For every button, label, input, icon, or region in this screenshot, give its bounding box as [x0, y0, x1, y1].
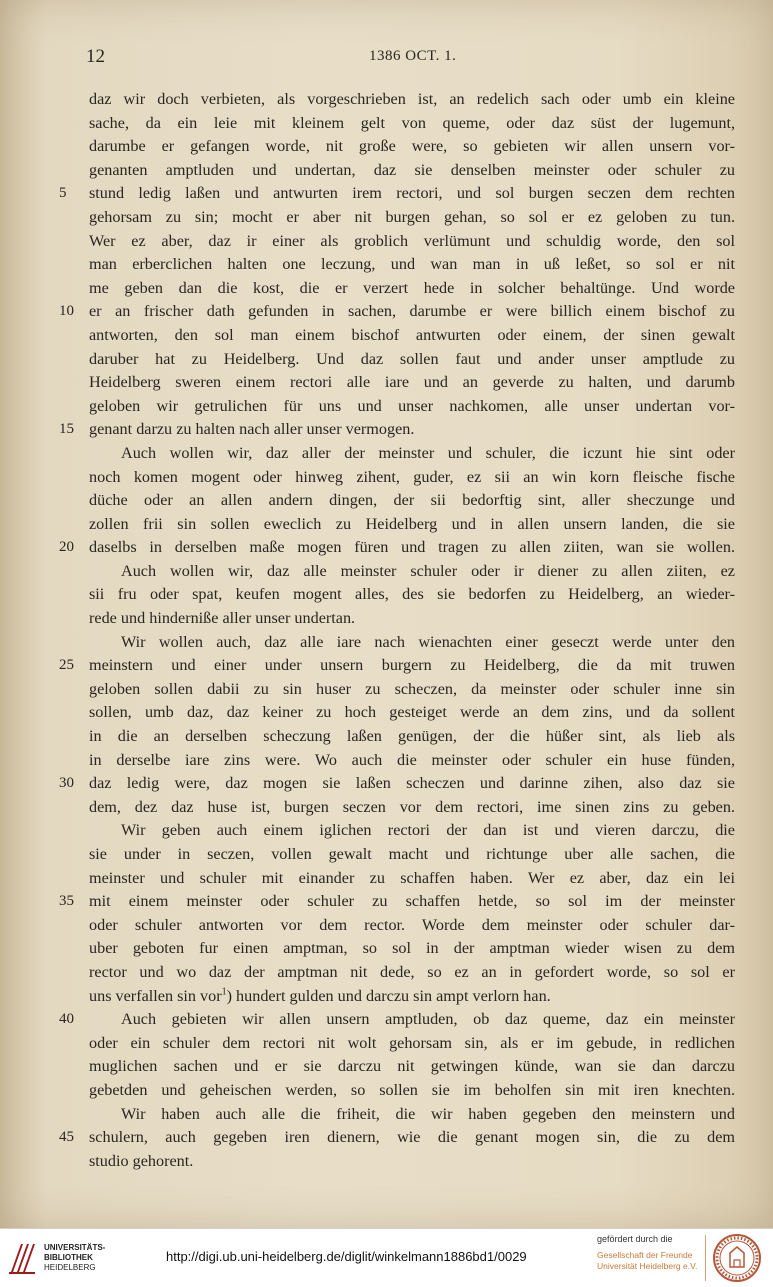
- line-text: in die an derselben scheczung laßen genügen, der die hüßer sint, als lieb als: [89, 727, 735, 746]
- text-line: [59, 182, 735, 206]
- text-line: [89, 819, 735, 843]
- line-text: geloben wir getrulichen für uns und unser nachkomen, alle unser undertan vor-: [89, 396, 735, 415]
- line-text: muglichen sachen und er sie darczu nit getwingen künde, wan sie dan darczu: [89, 1057, 735, 1076]
- text-line: [89, 914, 735, 938]
- text-line: [89, 560, 735, 584]
- page-header: [0, 46, 773, 70]
- line-text: daz ledig were, daz mogen sie laßen scheczen und darinne zihen, also daz sie: [89, 774, 735, 793]
- line-text: meinstern und einer under unsern burgern zu Heidelberg, die da mit truwen: [89, 656, 735, 675]
- line-text: me geben dan die kost, die er verzert hede in solcher behaltünge. Und worde: [89, 278, 735, 297]
- text-line: [89, 253, 735, 277]
- line-text: sii fru oder spat, keufen mogent alles, des sie bedorfen zu Heidelberg, an wieder-: [89, 585, 735, 604]
- page-number: 12: [86, 46, 105, 67]
- text-line: [89, 348, 735, 372]
- line-text: daruber hat zu Heidelberg. Und daz sollen faut und ander unser amptlude zu: [89, 349, 735, 368]
- line-text: genant darzu zu halten nach aller unser vermogen.: [89, 420, 415, 439]
- line-text: Wir wollen auch, daz alle iare nach wienachten einer geseczt werde unter den: [121, 632, 735, 651]
- line-text-tail: ) hundert gulden und darczu sin ampt verlorn han.: [226, 986, 551, 1005]
- line-text: Wir geben auch einem iglichen rectori der dan ist und vieren darczu, die: [121, 821, 735, 840]
- line-text: rector und wo daz der amptman nit dede, so ez an in gefordert worde, so sol er: [89, 962, 735, 981]
- text-line: [89, 466, 735, 490]
- text-line: [89, 442, 735, 466]
- text-line: [59, 890, 735, 914]
- text-line: [59, 418, 735, 442]
- footnote-marker: 1: [221, 986, 227, 998]
- text-line: [89, 725, 735, 749]
- text-line: [89, 513, 735, 537]
- text-line: [59, 536, 735, 560]
- line-text: dem, dez daz huse ist, burgen seczen vor dem rectori, ime sinen zins zu geben.: [89, 797, 735, 816]
- text-line: [89, 678, 735, 702]
- line-text: zollen frii sin sollen eweclich zu Heidelberg und in allen unsern landen, die sie: [89, 514, 735, 533]
- sponsor-label: gefördert durch die: [597, 1234, 673, 1244]
- text-line: [89, 489, 735, 513]
- footer-divider: [705, 1235, 706, 1281]
- viewer-footer: [0, 1228, 773, 1287]
- text-line: [89, 1079, 735, 1103]
- university-library-logo-icon[interactable]: [8, 1239, 36, 1277]
- line-number: 10: [59, 303, 74, 320]
- text-line: [89, 749, 735, 773]
- line-text: geloben sollen dabii zu sin huser zu scheczen, da meinster oder schuler inne sin: [89, 679, 735, 698]
- line-text: studio gehorent.: [89, 1151, 194, 1170]
- line-text: antworten, den sol man einem bischof antwurten oder einem, der sinen gewalt: [89, 325, 735, 344]
- line-number: 25: [59, 657, 74, 674]
- line-text: daselbs in derselben maße mogen füren und tragen zu allen ziiten, wan sie wollen.: [89, 538, 735, 557]
- text-line: [89, 583, 735, 607]
- line-text: oder schuler antworten vor dem rector. Worde dem meinster oder schuler dar-: [89, 915, 735, 934]
- text-line: [89, 112, 735, 136]
- text-line: [89, 796, 735, 820]
- line-number: 15: [59, 421, 74, 438]
- text-line: [89, 1150, 735, 1174]
- text-line: [89, 867, 735, 891]
- text-line: [89, 1055, 735, 1079]
- line-text: darumbe er gefangen worde, nit große were, so gebieten wir allen unsern vor-: [89, 137, 735, 156]
- line-text: sache, da ein leie mit kleinem gelt von queme, oder daz süst der lugemunt,: [89, 113, 735, 132]
- line-text: mit einem meinster oder schuler zu schaffen hetde, so sol im der meinster: [89, 892, 735, 911]
- line-text: in derselbe iare zins were. Wo auch die meinster oder schuler ein huse fünden,: [89, 750, 735, 769]
- line-text: uns verfallen sin vor: [89, 986, 222, 1005]
- line-text: Heidelberg sweren einem rectori alle iare und an geverde zu halten, und darumb: [89, 373, 735, 392]
- line-text: schulern, auch gegeben iren dienern, wie die genant mogen sin, die zu dem: [89, 1128, 735, 1147]
- line-text: man erberclichen halten one leczung, und wan man in uß leßet, so sol er nit: [89, 255, 735, 274]
- text-line: [59, 300, 735, 324]
- text-line: [89, 230, 735, 254]
- line-text: sollen, umb daz, daz keiner zu hoch gesteiget werde an dem zins, und da sollent: [89, 703, 735, 722]
- text-line: [89, 1032, 735, 1056]
- line-text: Auch wollen wir, daz aller der meinster und schuler, die iczunt hie sint oder: [121, 443, 735, 462]
- line-number: 20: [59, 539, 74, 556]
- line-number: 45: [59, 1129, 74, 1146]
- line-text: stund ledig laßen und antwurten irem rectori, und sol burgen seczen dem rechten: [89, 184, 735, 203]
- line-number: 40: [59, 1011, 74, 1028]
- line-number: 30: [59, 775, 74, 792]
- line-text: uber geboten fur einen amptman, so sol in der amptman wieder wisen zu dem: [89, 939, 735, 958]
- line-text: sie under in seczen, vollen gewalt macht und richtunge uber alle sachen, die: [89, 845, 735, 863]
- line-text: gebetden und geheischen werden, so sollen sie im beholfen sin mit iren knechten.: [89, 1080, 735, 1099]
- text-line: [89, 88, 735, 112]
- line-text: daz wir doch verbieten, als vorgeschrieben ist, an redelich sach oder umb ein kleine: [89, 90, 735, 108]
- line-text: rede und hinderniße aller unser undertan.: [89, 609, 356, 628]
- line-text: gehorsam zu sin; mocht er aber nit burgen gehan, so sol er ez geloben zu tun.: [89, 207, 735, 226]
- text-line: [59, 1008, 735, 1032]
- text-line: [89, 631, 735, 655]
- permalink-url[interactable]: http://digi.ub.uni-heidelberg.de/diglit/winkelmann1886bd1/0029: [166, 1249, 527, 1264]
- body-text: [59, 88, 735, 1173]
- text-line: [59, 1126, 735, 1150]
- text-line: [89, 277, 735, 301]
- line-text: er an frischer dath gefunden in sachen, darumbe er were billich einem bischof zu: [89, 302, 735, 321]
- line-text: düche oder an allen andern dingen, der sii bedorftig sint, aller sheczunge und: [89, 491, 735, 510]
- text-line: [89, 843, 735, 867]
- university-seal-icon: [712, 1233, 762, 1283]
- line-text: Wer ez aber, daz ir einer als groblich verlümunt und schuldig worde, den sol: [89, 231, 735, 250]
- line-text: Wir haben auch alle die friheit, die wir haben gegeben den meinstern und: [121, 1104, 735, 1123]
- line-text: noch komen mogent oder hinweg zihent, guder, ez sii an win korn fleische fische: [89, 467, 735, 486]
- text-line: [89, 159, 735, 183]
- text-line: [89, 371, 735, 395]
- text-line: [89, 206, 735, 230]
- line-number: 5: [59, 185, 67, 202]
- text-line: [59, 772, 735, 796]
- line-text: meinster und schuler mit einander zu schaffen haben. Wer ez aber, daz ein lei: [89, 868, 735, 887]
- text-line: [89, 324, 735, 348]
- text-line: [89, 937, 735, 961]
- line-text: oder ein schuler dem rectori nit wolt gehorsam sin, als er im gebude, in redlichen: [89, 1033, 735, 1052]
- text-line: [59, 654, 735, 678]
- line-number: 35: [59, 893, 74, 910]
- line-text: Auch wollen wir, daz alle meinster schuler oder ir diener zu allen ziiten, ez: [121, 561, 735, 580]
- sponsor-name[interactable]: Gesellschaft der Freunde Universität Heidelberg e.V.: [597, 1250, 698, 1271]
- text-line: [89, 135, 735, 159]
- running-head: 1386 OCT. 1.: [369, 48, 457, 64]
- line-text: genanten amptluden und undertan, daz sie denselben meinster oder schuler zu: [89, 160, 735, 179]
- text-line: [89, 961, 735, 985]
- text-line: [89, 1103, 735, 1127]
- text-line: [89, 701, 735, 725]
- text-line: [89, 395, 735, 419]
- text-line: [89, 607, 735, 631]
- text-line: [89, 985, 735, 1009]
- library-name[interactable]: UNIVERSITÄTS- BIBLIOTHEK HEIDELBERG: [44, 1243, 106, 1272]
- line-text: Auch gebieten wir allen unsern amptluden, ob daz queme, daz ein meinster: [121, 1010, 735, 1029]
